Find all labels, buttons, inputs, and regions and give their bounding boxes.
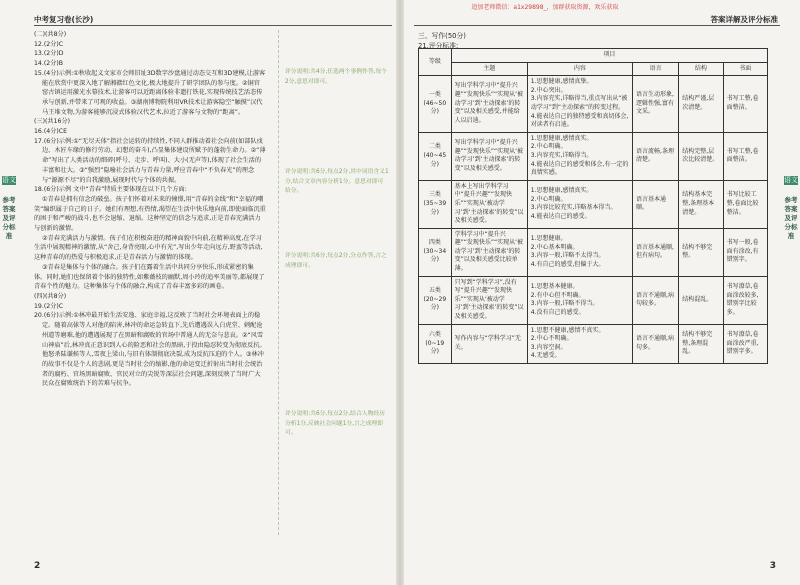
row-language: 语言基本通顺,但有病句。	[633, 228, 679, 276]
row-level: 六类(0~19分)	[419, 324, 452, 363]
watermark-note: 追加老师微信：a1x29898_，加群获取资源，欢乐获取	[471, 4, 619, 11]
row-theme: 只写到“学科学习”,没有写“提升兴趣”“发现快乐”“实现从‘被动学习’到‘主动探索’的转变”以及相关感受。	[451, 276, 527, 324]
row-structure: 结构不够完整,条理混乱。	[679, 324, 723, 363]
answer-line: 20.(6分)示例:①林冲最开始生活安逸、家庭幸福,这反映了当时社会环境表面上的稳定。随着高俅等人对他的陷害,林冲的命运急转直下,先后遭遇误入白虎堂、刺配沧州道等磨难,他的遭遇展现了在黑暗和腐败的官场中普通人的无奈与悲哀。②“风雪山神庙”后,林冲真正意识到人心的险恶和社会的黑暗,于投由隐忍转变为彻底反抗。他怒杀陆谦候等人,雪夜上梁山,与旧有体制彻底决裂,成为反抗压迫的个人。③林冲的故事不仅是个人的悲剧,更是当时社会的缩影,他的命运变迁折射出当时社会统治者的腐朽、官场黑暗腐败、官民对立的尖锐等深层社会问题,深刻反映了当时广大民众在腐败统治下的苦难与抗争。	[34, 312, 266, 388]
row-content: 1.思想不健康,感情不真实。 2.中心不明确。 3.内容空洞。 4.无感受。	[527, 324, 632, 363]
table-group-header: 项目	[451, 49, 767, 63]
table-header-writing: 书面	[723, 62, 767, 76]
answer-line: 14.(2分)B	[34, 60, 64, 68]
table-header-structure: 结构	[679, 62, 723, 76]
row-writing: 书写比较工整,卷面比较整洁。	[723, 180, 767, 228]
row-writing: 书写一般,卷面有涂改,有错别字。	[723, 228, 767, 276]
table-row	[419, 276, 768, 324]
row-content: 1.思想健康,感情真实。 2.中心明确。 3.内容比较充实,详略基本得当。 4.能表达自己的感受。	[527, 180, 632, 228]
scoring-table	[418, 48, 768, 364]
row-theme: 学科学习中“提升兴趣”“发现快乐”“实现从‘被动学习’到‘主动探索’的转变”以及相关感受比较单薄。	[451, 228, 527, 276]
table-header-theme: 主题	[451, 62, 527, 76]
left-subject-tab: 语文	[2, 176, 16, 184]
row-language: 语言基本通顺。	[633, 180, 679, 228]
answer-line: 17.(6分)示例:①“无尽天体”指社会运转的持续性,不同人群推动着社会向前(如部队戍边、木匠车缘的修行劳动、幻想的奋斗),凸显集体建设所赋予的蓬勃生命力。②“薄命”写出了人类活动的细碎(呼号、走步、呼叫)、大小(无声等),体现了社会生活的丰富和壮大。③“强烈”隐喻社会活力与青春力量,呼应青春中“不负春光”的理念与“源源不尽”的自我激励,展现时代与个体的共振。	[34, 137, 266, 184]
table-header-level: 等级	[419, 49, 452, 76]
row-structure: 结构严谨,层次清楚。	[679, 76, 723, 133]
row-language: 语言流畅,条理清楚。	[633, 132, 679, 180]
row-structure: 结构混乱。	[679, 276, 723, 324]
row-level: 四类(30~34分)	[419, 228, 452, 276]
right-header: 答案详解及评分标准	[710, 15, 778, 24]
row-level: 二类(40~45分)	[419, 132, 452, 180]
row-writing: 书写潦草,卷面涂改较多,错别字比较多。	[723, 276, 767, 324]
row-language: 语言不通顺,病句多。	[633, 324, 679, 363]
table-row	[419, 324, 768, 363]
section-heading: (二)(共8分)	[34, 31, 67, 38]
table-header-language: 语言	[633, 62, 679, 76]
left-header-rule	[34, 25, 392, 26]
table-row	[419, 180, 768, 228]
right-page-number: 3	[769, 561, 776, 571]
row-content: 1.思想基本健康。 2.有中心但不明确。 3.内容一般,详略不得当。 4.没有自己的感受。	[527, 276, 632, 324]
row-content: 1.思想健康,感情真实。 2.中心明确。 3.内容充实,详略得当。 4.能表达自己的感受和体会,有一定的真情实感。	[527, 132, 632, 180]
writing-section-title: 三、写作(50分)	[418, 32, 466, 40]
left-page-number: 2	[34, 561, 41, 571]
answer-line: 16.(4分)CE	[34, 128, 68, 136]
row-theme: 写出学科学习中“提升兴趣”“发现快乐”“实现从‘被动学习’到‘主动探索’的转变”以及相关感受,并能给人以启迪。	[451, 76, 527, 133]
left-header: 中考复习卷(长沙)	[34, 15, 94, 24]
scoring-question: 21.评分标准:	[418, 42, 459, 50]
right-header-rule	[414, 25, 780, 26]
row-structure: 结构基本完整,条理基本清楚。	[679, 180, 723, 228]
scoring-note: 评分说明:共6分,每点2分,分点作答,言之成理即可。	[285, 253, 387, 269]
scoring-note: 评分说明:共4分,任选两个事例作答,每个2分,意思对即可。	[285, 69, 388, 85]
scoring-note: 评分说明:共6分,每点2分,结合人物经历分析1分,反映社会问题1分,言之成理即可。	[285, 411, 385, 437]
row-theme: 写作内容与“学科学习”无关。	[451, 324, 527, 363]
section-heading: (四)(共8分)	[34, 292, 67, 300]
row-structure: 结构不够完整。	[679, 228, 723, 276]
row-writing: 书写工整,卷面整洁。	[723, 76, 767, 133]
row-content: 1.思想健康。 2.中心基本明确。 3.内容一般,详略不太得当。 4.有自己的感受,但偏于大。	[527, 228, 632, 276]
right-page	[400, 0, 800, 585]
answer-line: 15.(4分)示例:①秋收起义文家市会师旧址3D数字沙盘通过动态交互和3D建模,让游客能在欣赏中更深入地了解湘赣红色文化,极大地提升了研学团队的参与度。②铜官窑古镇运用激光水幕技术,让游客可以近距离体验非遗打铁花,实现传统技艺活态传承与创新,并带来了可观的收益。③湖南博物院利用VR技术让游客隐空“触摸”汉代马王堆文物,为游客能够沉浸式体验汉代艺术,拉近了游客与文物的“距离”。	[34, 69, 266, 116]
row-content: 1.思想健康,感情真挚。 2.中心突出。 3.内容充实,详略得当,重点写出从“被动学习”到“主动探索”的转变过程。 4.能表达自己的独特感受和真切体会,对读者有启迪。	[527, 76, 632, 133]
answer-line: 13.(2分)D	[34, 50, 64, 58]
answer-paragraph: ①青春是拥有信念的破垒。孩子们怀着对未来的憧憬,用“青春的金线”和“幸福的嘲笑”编织属于自己的日子。她们有理想,有热情,渴望在生活中快乐地向前,即使面临沉重的困于和严峻的战斗,也不会退缩、退缩。这种坚定的信念与追求,正是青春充满活力与创新的激情。	[34, 195, 266, 233]
answer-paragraph: ②青春充满活力与激情。孩子们在积极奋进的精神面貌中向前,在精神高度,在学习生活中展现精神的激情,从“舍己,身背亮眼,心中有光”,写出少年走向远方,野蛮等活动,这种青春的的热爱与积极追求,正是青春活力与激情的体现。	[34, 234, 263, 262]
row-level: 三类(35~39分)	[419, 180, 452, 228]
answer-paragraph: ③青春是集体与个体的融合。孩子们在露着生活中共同分享快乐,形成紧密的集体。同时,她们也保留着个体的独特性,如紫薇枝的幽默,周小玲的追率美丽等,都展现了青春个性的魅力。这种集体与个体的融合,构成了青春丰富多彩的画卷。	[34, 263, 265, 291]
row-level: 五类(20~29分)	[419, 276, 452, 324]
table-row	[419, 228, 768, 276]
table-row	[419, 132, 768, 180]
row-language: 语言不通顺,病句较多。	[633, 276, 679, 324]
table-header-content: 内容	[527, 62, 632, 76]
right-side-label: 参考答案及评分标准	[784, 196, 798, 240]
scoring-notes-column	[278, 30, 393, 535]
row-writing: 书写工整,卷面整洁。	[723, 132, 767, 180]
row-theme: 写出学科学习中“提升兴趣”“发现快乐”“实现从‘被动学习’到‘主动探索’的转变”以及相关感受。	[451, 132, 527, 180]
answer-column	[34, 30, 266, 389]
row-theme: 基本上写出学科学习中“提升兴趣”“发现快乐”“实现从‘被动学习’到‘主动探索’的转变”以及相关感受。	[451, 180, 527, 228]
answer-line: 18.(6分)示例 文中“青春”特质主要体现在以下几个方面:	[34, 186, 187, 194]
right-subject-tab: 语文	[784, 176, 798, 184]
row-language: 语言生动形象,逻辑性强,富有文采。	[633, 76, 679, 133]
section-heading: (三)(共16分)	[34, 118, 71, 126]
answer-line: 12.(2分)C	[34, 40, 64, 48]
scoring-note: 评分说明:共6分,每点2分,其中词语含义1分,结合文章内容分析1分。意思对即可给分。	[285, 169, 389, 195]
row-level: 一类(46~50分)	[419, 76, 452, 133]
answer-line: 19.(2分)C	[34, 302, 64, 310]
row-writing: 书写潦草,卷面涂改严重,错别字多。	[723, 324, 767, 363]
row-structure: 结构完整,层次比较清楚。	[679, 132, 723, 180]
table-row	[419, 76, 768, 133]
scoring-table-body	[419, 76, 768, 364]
left-side-label: 参考答案及评分标准	[2, 196, 16, 240]
